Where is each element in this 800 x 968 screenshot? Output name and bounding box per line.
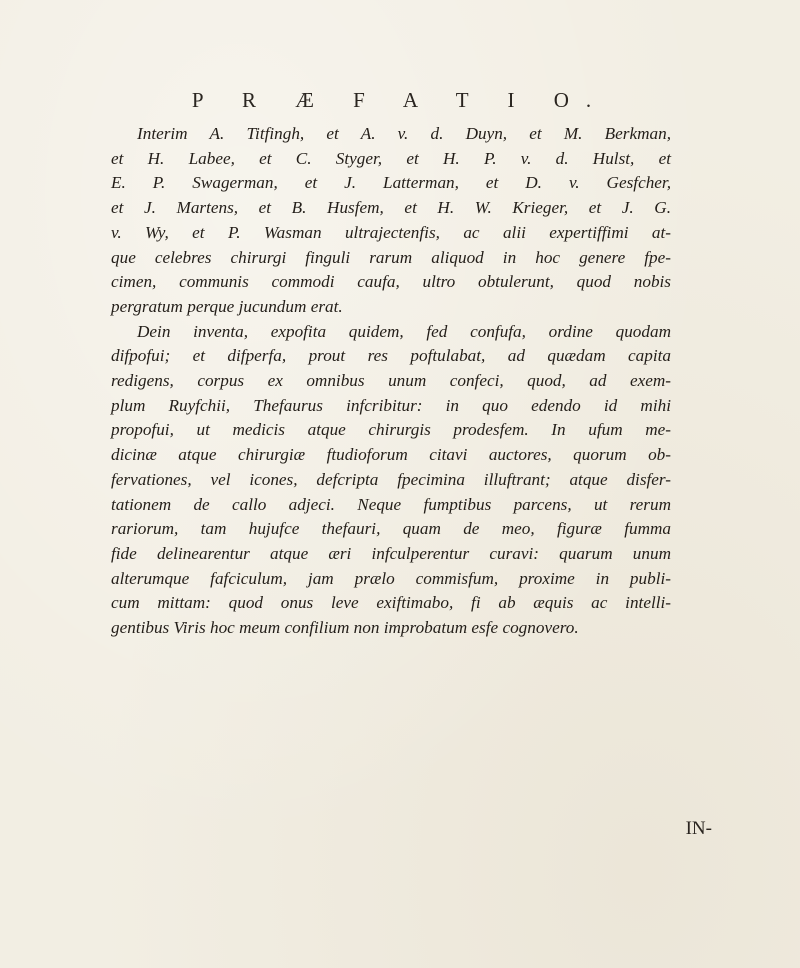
body-text — [111, 122, 671, 641]
text-line: v. Wy, et P. Wasman ultrajectenfis, ac alii expertiffimi at- — [111, 222, 671, 242]
text-line: tationem de callo adjeci. Neque fumptibus parcens, ut rerum — [111, 494, 671, 514]
text-line: Interim A. Titfingh, et A. v. d. Duyn, et M. Berkman, — [137, 124, 671, 143]
text-line: plum Ruyfchii, Thefaurus infcribitur: in quo edendo id mihi — [111, 395, 671, 415]
text-line: et J. Martens, et B. Husfem, et H. W. Krieger, et J. G. — [111, 198, 671, 218]
text-line: cimen, communis commodi caufa, ultro obtulerunt, quod nobis — [111, 272, 671, 292]
text-line: Dein inventa, expofita quidem, fed confufa, ordine quodam — [137, 321, 671, 341]
text-line: dicinæ atque chirurgiæ ftudioforum citavi auctores, quorum ob- — [111, 445, 671, 465]
text-line: cum mittam: quod onus leve exiftimabo, fi ab æquis ac intelli- — [111, 593, 671, 613]
text-line: redigens, corpus ex omnibus unum confeci, quod, ad exem- — [111, 371, 671, 391]
text-line: difpofui; et difperfa, prout res poftulabat, ad quædam capita — [111, 346, 671, 366]
text-line: et H. Labee, et C. Styger, et H. P. v. d. Hulst, et — [111, 148, 671, 168]
catchword: IN- — [685, 818, 712, 839]
text-line: fervationes, vel icones, defcripta fpecimina illuftrant; atque disfer- — [111, 469, 671, 489]
paragraph-2 — [111, 320, 671, 641]
text-line: que celebres chirurgi finguli rarum aliquod in hoc genere fpe- — [111, 247, 671, 267]
text-line: E. P. Swagerman, et J. Latterman, et D. v. Gesfcher, — [111, 173, 671, 193]
text-line: alterumque fafciculum, jam prælo commisfum, proxime in publi- — [111, 568, 671, 588]
text-line: propofui, ut medicis atque chirurgis prodesfem. In ufum me- — [111, 420, 671, 440]
text-line: gentibus Viris hoc meum confilium non improbatum esfe cognovero. — [111, 618, 579, 638]
page-header: P R Æ F A T I O. — [191, 88, 609, 112]
paragraph-1 — [111, 122, 671, 320]
text-line: pergratum perque jucundum erat. — [111, 296, 343, 316]
text-line: fide delinearentur atque æri infculperentur curavi: quarum unum — [111, 543, 671, 563]
text-line: rariorum, tam hujufce thefauri, quam de meo, figuræ fumma — [111, 519, 671, 539]
